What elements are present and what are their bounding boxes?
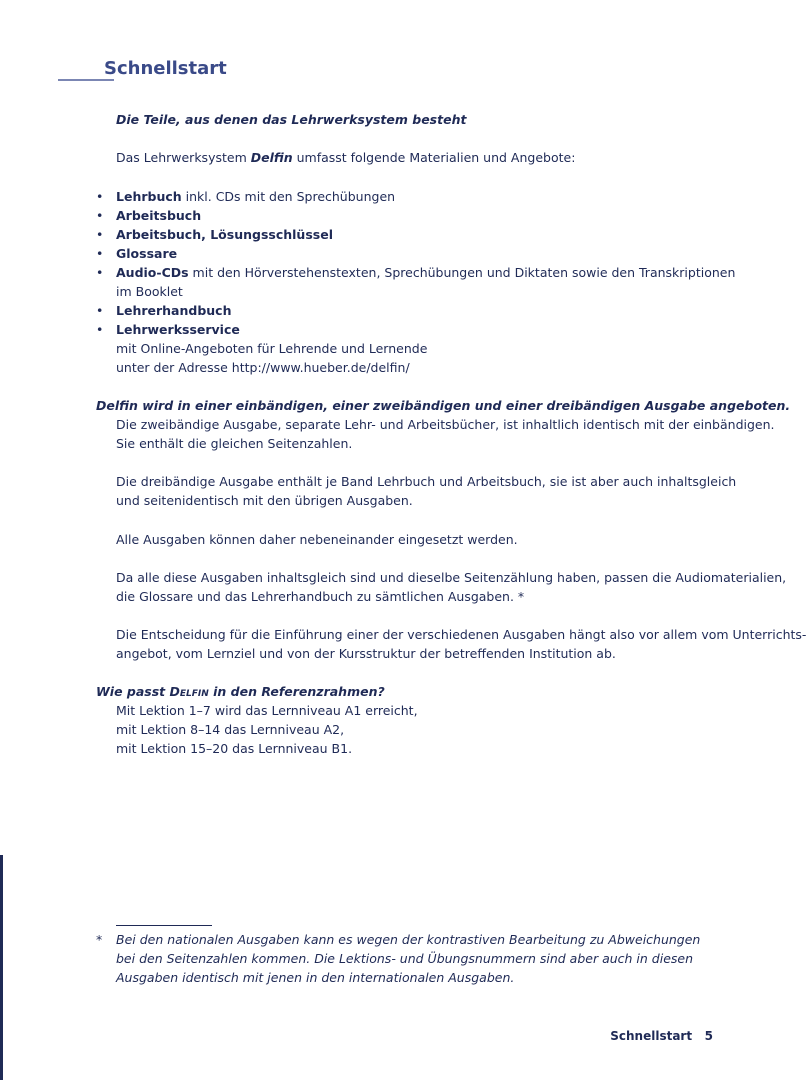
paragraph-line: Sie enthält die gleichen Seitenzahlen. (116, 436, 353, 451)
section3-heading-name: Delfin (169, 684, 209, 699)
paragraph-line: die Glossare und das Lehrerhandbuch zu sämtlichen Ausgaben. * (116, 589, 525, 604)
paragraph-line: Mit Lektion 1–7 wird das Lernniveau A1 erreicht, (116, 703, 418, 718)
bullet-glyph: • (96, 265, 104, 280)
footnote-line: Ausgaben identisch mit jenen in den internationalen Ausgaben. (116, 970, 515, 985)
list-item-bold: Glossare (116, 246, 178, 261)
list-item-rest: inkl. CDs mit den Sprechübungen (181, 189, 396, 204)
title-rule (58, 79, 114, 81)
list-item-url: unter der Adresse http://www.hueber.de/delfin/ (116, 360, 410, 375)
paragraph-line: Die Entscheidung für die Einführung einer der verschiedenen Ausgaben hängt also vor allem vom Unterrichts- (116, 627, 807, 642)
section2-heading: Delfin wird in einer einbändigen, einer zweibändigen und einer dreibändigen Ausgabe angeboten. (96, 398, 791, 413)
section3-heading (96, 684, 385, 699)
bullet-glyph: • (96, 246, 104, 261)
paragraph-line: Da alle diese Ausgaben inhaltsgleich sind und dieselbe Seitenzählung haben, passen die Audiomaterialien, (116, 570, 787, 585)
paragraph-line: angebot, vom Lernziel und von der Kursstruktur der betreffenden Institution ab. (116, 646, 616, 661)
bullet-glyph: • (96, 303, 104, 318)
list-item (116, 303, 232, 318)
list-item-continuation: im Booklet (116, 284, 183, 299)
list-item-bold: Lehrwerksservice (116, 322, 240, 337)
section3-heading-pre: Wie passt (96, 684, 170, 699)
list-item-bold: Arbeitsbuch, Lösungsschlüssel (116, 227, 333, 242)
bullet-glyph: • (96, 189, 104, 204)
list-item (116, 265, 735, 280)
paragraph-line: mit Lektion 8–14 das Lernniveau A2, (116, 722, 345, 737)
footnote-marker: * (96, 932, 103, 947)
list-item-bold: Lehrbuch (116, 189, 182, 204)
list-item (116, 208, 201, 223)
list-item-continuation: mit Online-Angeboten für Lehrende und Lernende (116, 341, 428, 356)
bullet-glyph: • (96, 208, 104, 223)
list-item (116, 227, 333, 242)
list-item-rest: mit den Hörverstehenstexten, Sprechübungen und Diktaten sowie den Transkriptionen (188, 265, 736, 280)
footnote-line: bei den Seitenzahlen kommen. Die Lektions- und Übungsnummern sind aber auch in diesen (116, 951, 694, 966)
list-item (116, 189, 395, 204)
footnote-line: Bei den nationalen Ausgaben kann es wegen der kontrastiven Bearbeitung zu Abweichungen (116, 932, 701, 947)
list-item-bold: Arbeitsbuch (116, 208, 202, 223)
section1-heading: Die Teile, aus denen das Lehrwerksystem besteht (116, 112, 467, 127)
paragraph-line: und seitenidentisch mit den übrigen Ausgaben. (116, 493, 413, 508)
paragraph-line: Die dreibändige Ausgabe enthält je Band Lehrbuch und Arbeitsbuch, sie ist aber auch inhaltsgleich (116, 474, 737, 489)
intro-post: umfasst folgende Materialien und Angebote: (292, 150, 576, 165)
intro-pre: Das Lehrwerksystem (116, 150, 251, 165)
page-footer (610, 1029, 713, 1043)
page-edge-bar (0, 855, 3, 1080)
list-item (116, 322, 240, 337)
paragraph-line: Alle Ausgaben können daher nebeneinander eingesetzt werden. (116, 532, 518, 547)
intro-name: Delfin (250, 150, 293, 165)
bullet-glyph: • (96, 322, 104, 337)
paragraph-line: mit Lektion 15–20 das Lernniveau B1. (116, 741, 353, 756)
footer-label: Schnellstart (610, 1029, 693, 1043)
footnote-rule (116, 925, 212, 926)
list-item-bold: Lehrerhandbuch (116, 303, 232, 318)
paragraph-line: Die zweibändige Ausgabe, separate Lehr- und Arbeitsbücher, ist inhaltlich identisch mit der einbändigen. (116, 417, 775, 432)
list-item (116, 246, 177, 261)
page-title: Schnellstart (104, 58, 227, 79)
section3-heading-post: in den Referenzrahmen? (208, 684, 385, 699)
bullet-glyph: • (96, 227, 104, 242)
list-item-bold: Audio-CDs (116, 265, 189, 280)
page-number: 5 (704, 1029, 713, 1043)
section1-intro (116, 150, 575, 165)
